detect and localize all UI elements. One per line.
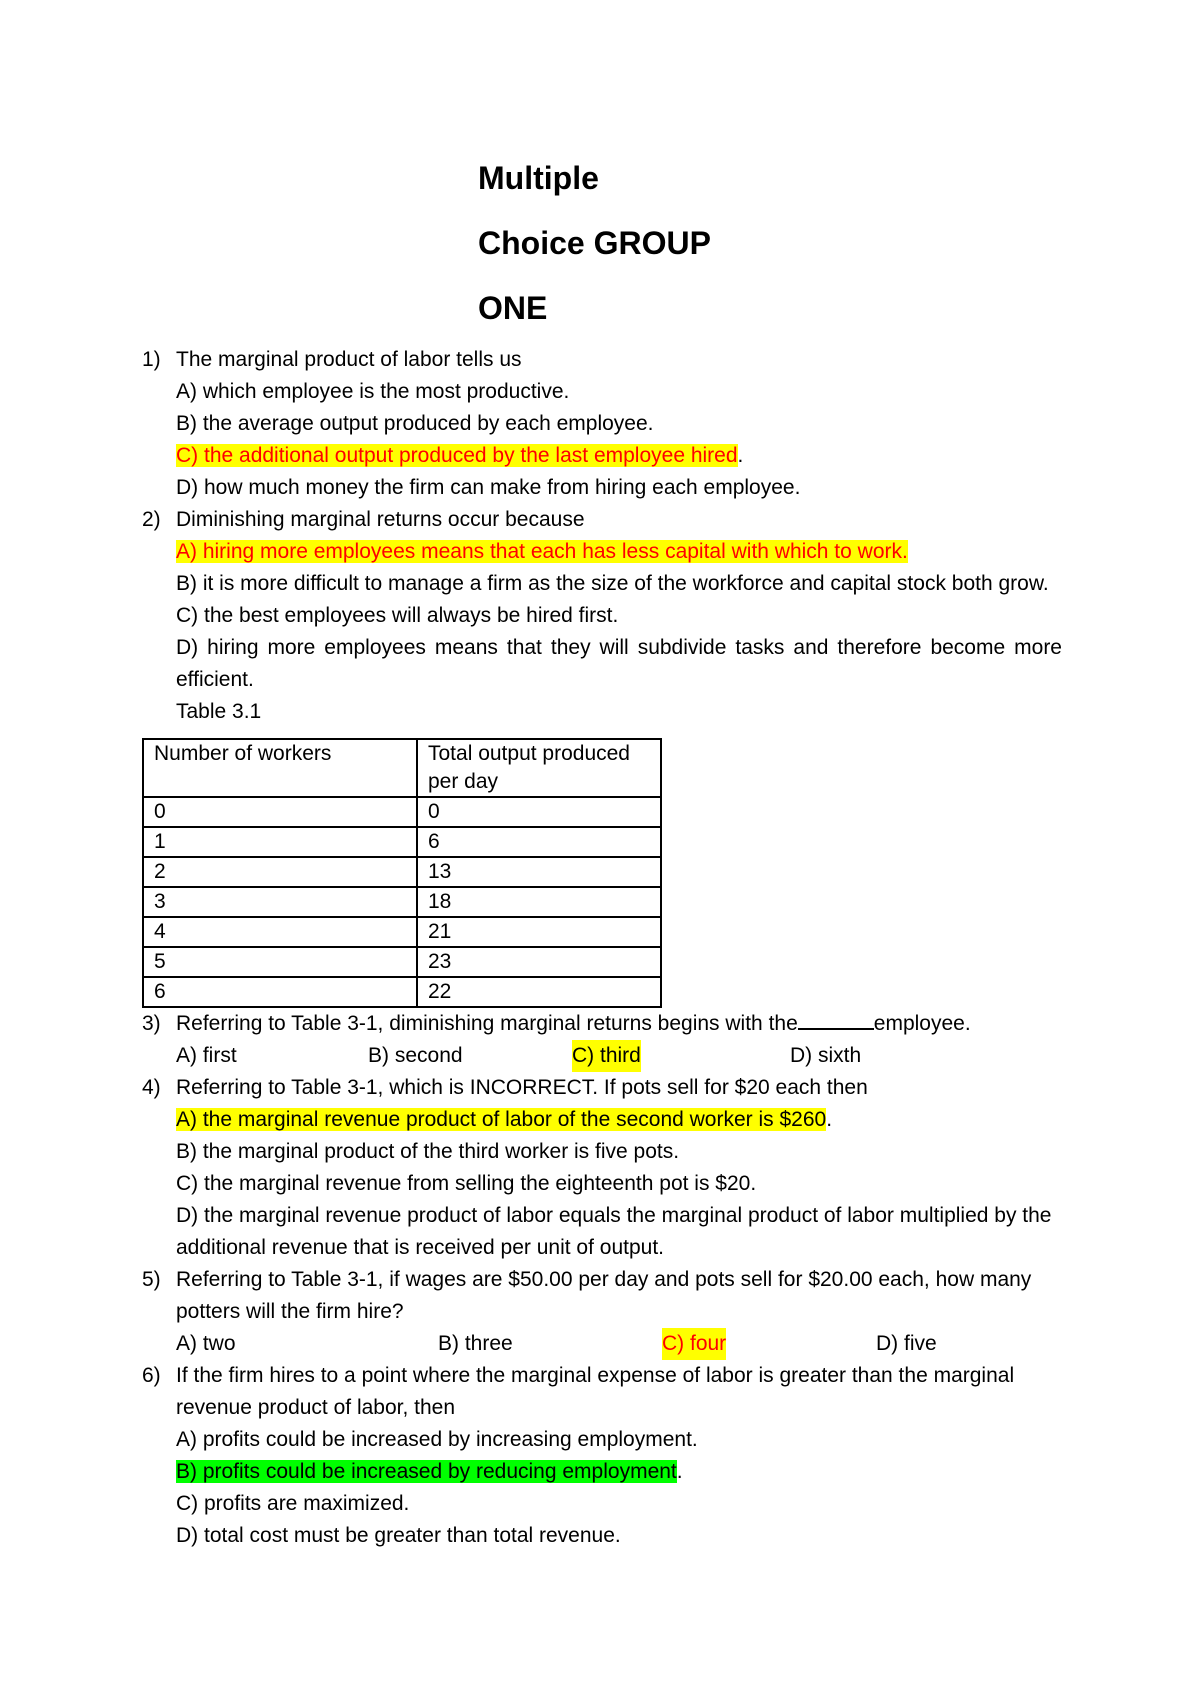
question-3 (142, 1008, 1062, 1072)
punctuation: . (826, 1108, 833, 1131)
option-a: A) which employee is the most productive. (176, 380, 570, 403)
option-b: B) the marginal product of the third worker is five pots. (176, 1140, 680, 1163)
answer-highlight: B) profits could be increased by reducing employment (176, 1460, 677, 1483)
table-cell: 1 (143, 827, 417, 857)
option-d: D) sixth (790, 1044, 862, 1067)
table-header-cell: Number of workers (143, 739, 417, 797)
option-a: A) profits could be increased by increasing employment. (176, 1428, 698, 1451)
answer-highlight: C) four (662, 1328, 726, 1360)
question-list (142, 344, 1062, 1552)
option-a-answer (176, 1104, 1062, 1136)
title-line-1: Multiple (478, 160, 599, 196)
table-row (143, 917, 661, 947)
table-row (143, 827, 661, 857)
question-stem: Referring to Table 3-1, if wages are $50.00 per day and pots sell for $20.00 each, how many potters will the firm hire? (176, 1268, 1032, 1323)
table-cell: 21 (417, 917, 661, 947)
table-cell: 23 (417, 947, 661, 977)
table-cell: 18 (417, 887, 661, 917)
option-b: B) it is more difficult to manage a firm as the size of the workforce and capital stock both grow. (176, 572, 1049, 595)
question-2 (142, 504, 1062, 728)
question-5 (142, 1264, 1062, 1360)
table-caption: Table 3.1 (176, 700, 262, 723)
option-c: C) the marginal revenue from selling the eighteenth pot is $20. (176, 1172, 757, 1195)
question-number: 6) (142, 1364, 161, 1387)
table-header-cell: Total output produced per day (417, 739, 661, 797)
table-cell: 0 (143, 797, 417, 827)
option-c: C) the best employees will always be hired first. (176, 604, 619, 627)
table-row (143, 887, 661, 917)
table-cell: 4 (143, 917, 417, 947)
answer-highlight: C) the additional output produced by the last employee hired (176, 444, 738, 467)
question-1 (142, 344, 1062, 504)
option-c-answer (572, 1040, 790, 1072)
table-row (143, 797, 661, 827)
option-a: A) two (176, 1332, 236, 1355)
option-d: D) how much money the firm can make from hiring each employee. (176, 476, 801, 499)
title-line-3: ONE (478, 290, 548, 326)
option-c-answer (662, 1328, 876, 1360)
answer-highlight: A) the marginal revenue product of labor of the second worker is $260 (176, 1108, 827, 1131)
table-cell: 2 (143, 857, 417, 887)
question-stem: If the firm hires to a point where the marginal expense of labor is greater than the marginal revenue product of labor, then (176, 1364, 1015, 1419)
table-cell: 5 (143, 947, 417, 977)
answer-highlight: A) hiring more employees means that each has less capital with which to work. (176, 540, 908, 563)
table-row (143, 977, 661, 1007)
table-cell: 13 (417, 857, 661, 887)
option-d: D) total cost must be greater than total revenue. (176, 1524, 621, 1547)
option-a: A) first (176, 1044, 237, 1067)
option-c: C) profits are maximized. (176, 1492, 410, 1515)
question-number: 3) (142, 1012, 161, 1035)
stem-text: Referring to Table 3-1, diminishing marginal returns begins with the (176, 1012, 798, 1035)
table-row (143, 857, 661, 887)
option-b: B) three (438, 1332, 513, 1355)
question-stem: Diminishing marginal returns occur because (176, 508, 585, 531)
option-b-answer (176, 1456, 1062, 1488)
page-title (478, 146, 711, 341)
option-a-answer (176, 536, 1062, 568)
fill-in-blank (798, 1010, 874, 1030)
table-cell: 6 (143, 977, 417, 1007)
option-b: B) second (368, 1044, 463, 1067)
options-row (176, 1328, 1062, 1360)
question-number: 4) (142, 1076, 161, 1099)
table-cell: 22 (417, 977, 661, 1007)
table-row (143, 947, 661, 977)
question-number: 2) (142, 508, 161, 531)
option-d: D) the marginal revenue product of labor equals the marginal product of labor multiplied by the additional revenue that is received per unit of output. (176, 1204, 1052, 1259)
table-header-row (143, 739, 661, 797)
options-row (176, 1040, 1062, 1072)
output-table (142, 738, 662, 1008)
option-c-answer (176, 440, 1062, 472)
question-number: 1) (142, 348, 161, 371)
answer-highlight: C) third (572, 1040, 641, 1072)
option-b: B) the average output produced by each employee. (176, 412, 654, 435)
punctuation: . (676, 1460, 683, 1483)
question-6 (142, 1360, 1062, 1552)
title-line-2: Choice GROUP (478, 225, 711, 261)
question-number: 5) (142, 1268, 161, 1291)
option-d: D) hiring more employees means that they will subdivide tasks and therefore become more efficient. (176, 636, 1062, 691)
punctuation: . (737, 444, 744, 467)
question-stem (176, 1008, 1062, 1040)
table-cell: 0 (417, 797, 661, 827)
table-cell: 6 (417, 827, 661, 857)
question-stem: The marginal product of labor tells us (176, 348, 522, 371)
option-d: D) five (876, 1332, 937, 1355)
table-cell: 3 (143, 887, 417, 917)
question-stem: Referring to Table 3-1, which is INCORRECT. If pots sell for $20 each then (176, 1076, 868, 1099)
question-4 (142, 1072, 1062, 1264)
stem-text: employee. (873, 1012, 971, 1035)
